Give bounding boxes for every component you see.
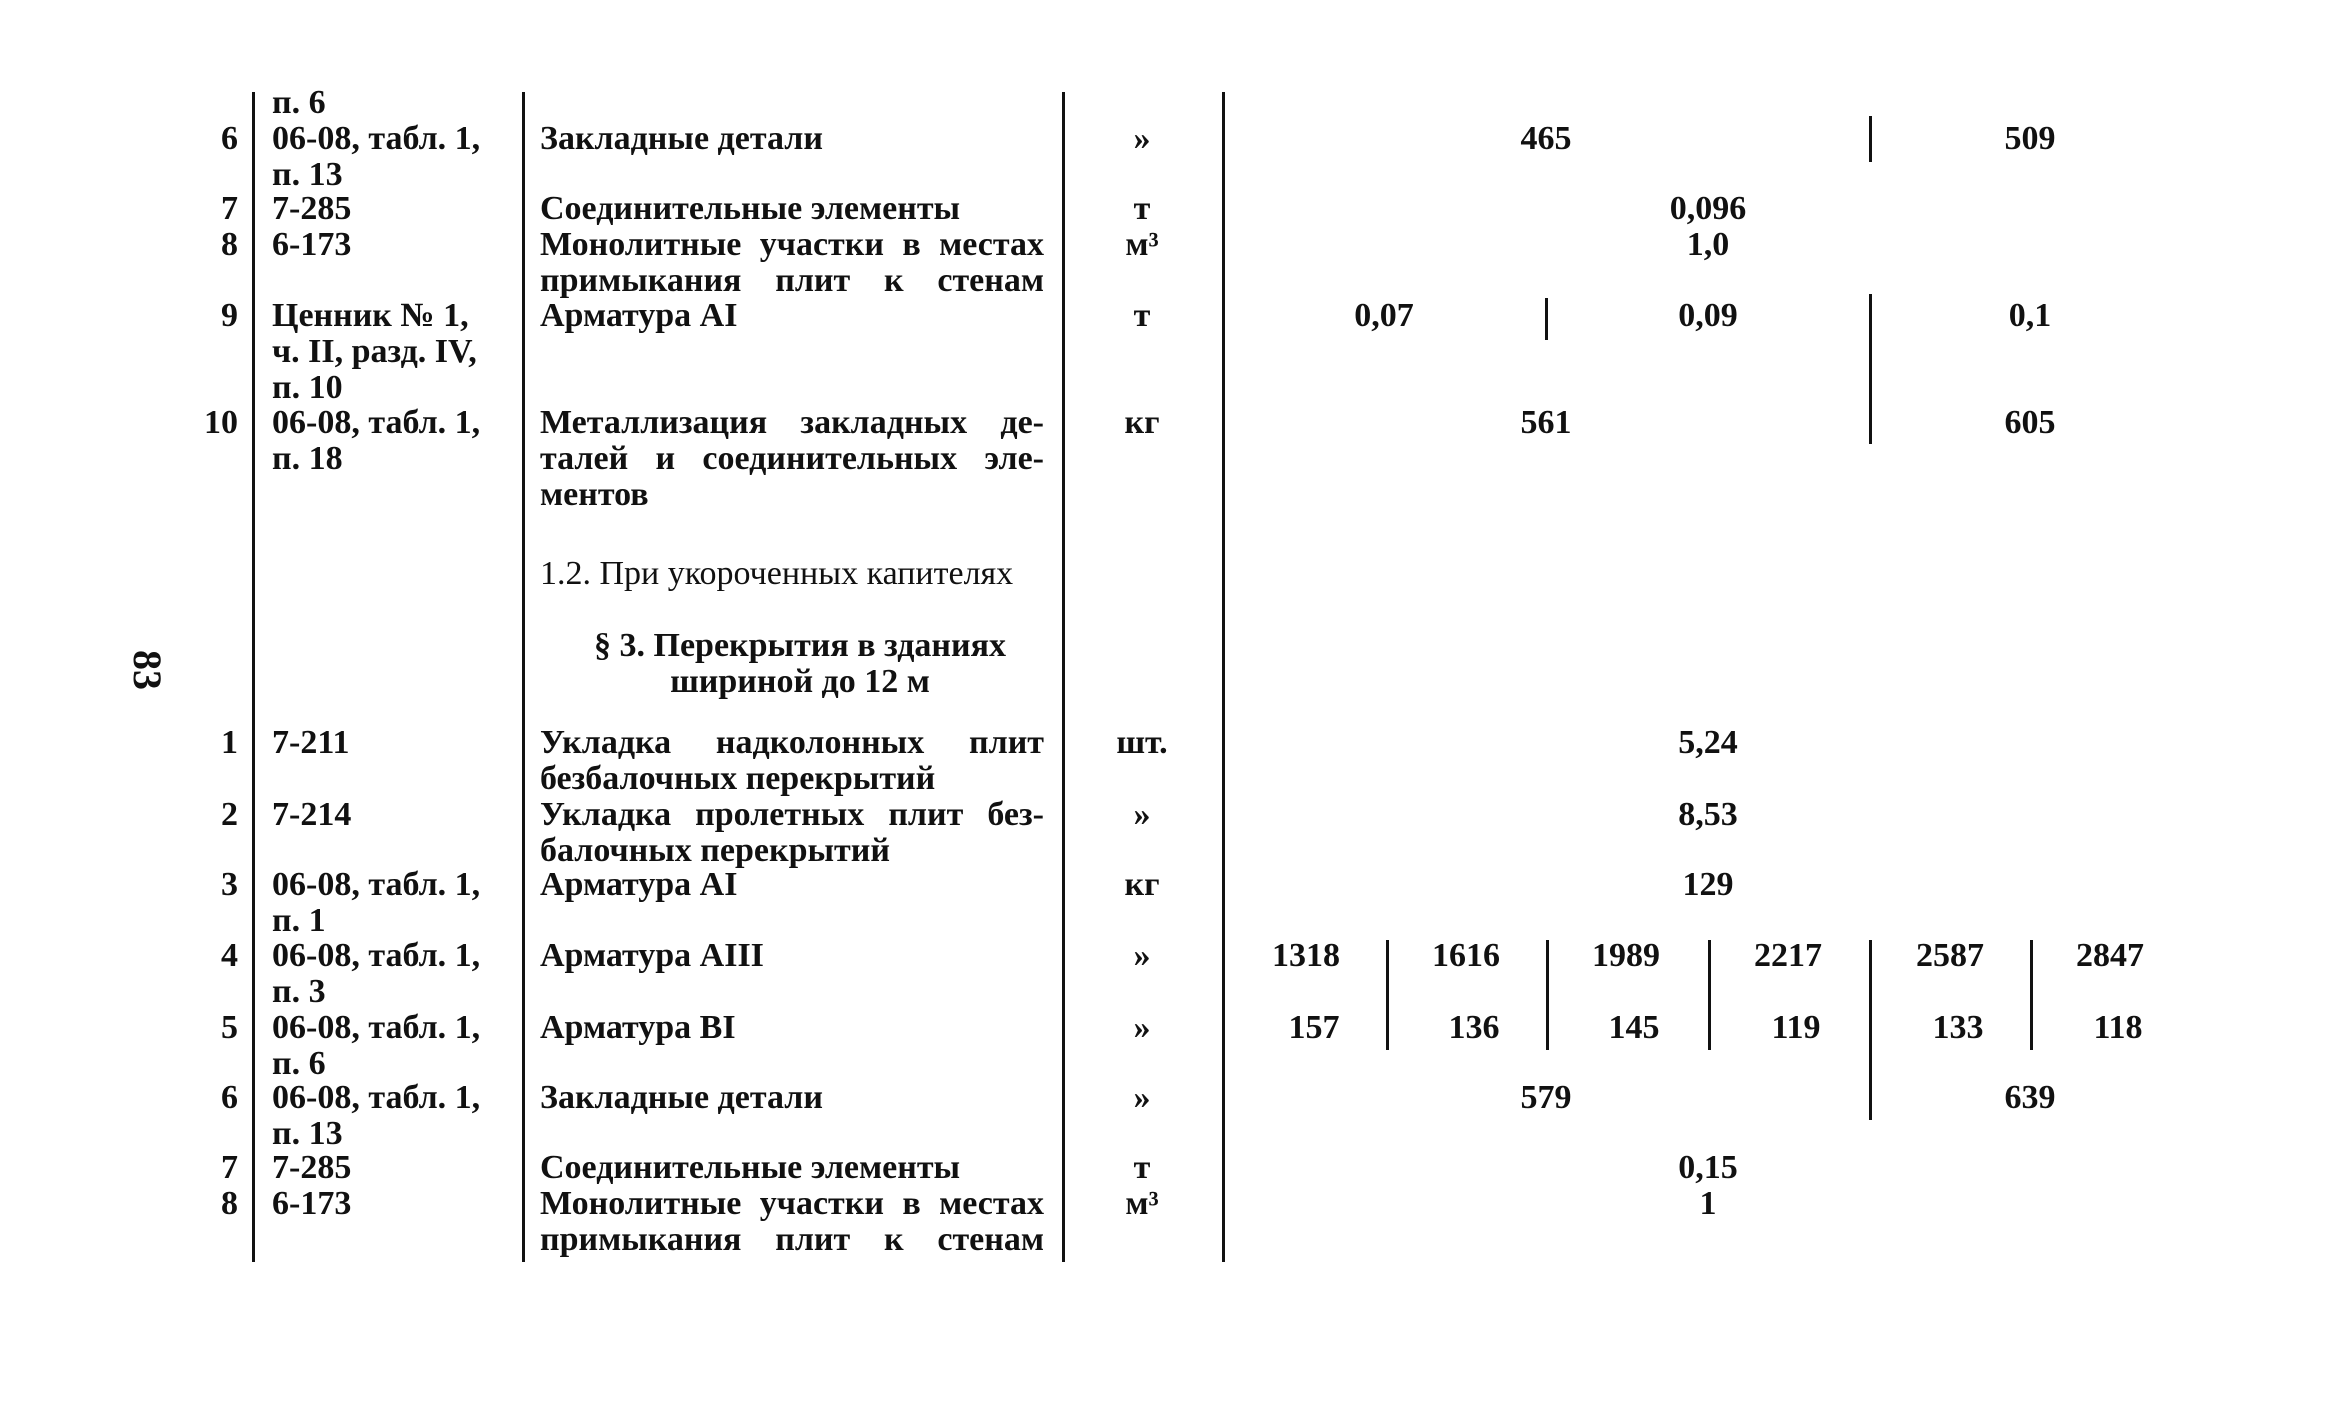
value-separator bbox=[1869, 294, 1872, 444]
row-value: 129 bbox=[1682, 866, 1734, 903]
row-value: 2847 bbox=[2076, 937, 2144, 974]
row-ref: п. 13 bbox=[272, 156, 343, 193]
row-value: 136 bbox=[1448, 1009, 1500, 1046]
row-number: 1 bbox=[221, 724, 238, 761]
row-ref: 06-08, табл. 1, bbox=[272, 937, 481, 974]
row-name: ментов bbox=[540, 476, 649, 513]
section-heading: § 3. Перекрытия в зданиях bbox=[594, 627, 1006, 664]
row-unit: т bbox=[1133, 297, 1151, 334]
row-name: примыкания плит к стенам bbox=[540, 262, 1044, 299]
row-value: 1318 bbox=[1272, 937, 1340, 974]
section-heading: шириной до 12 м bbox=[670, 663, 930, 700]
row-name: Укладка надколонных плит bbox=[540, 724, 1044, 761]
row-number: 3 bbox=[221, 866, 238, 903]
row-ref: п. 1 bbox=[272, 902, 326, 939]
row-name: Соединительные элементы bbox=[540, 190, 961, 227]
value-separator bbox=[1386, 940, 1389, 1050]
row-unit: т bbox=[1133, 190, 1151, 227]
row-ref: п. 18 bbox=[272, 440, 343, 477]
column-rule-ref bbox=[252, 92, 255, 1262]
row-unit: кг bbox=[1124, 404, 1160, 441]
row-name: Монолитные участки в местах bbox=[540, 226, 1044, 263]
row-ref: 7-285 bbox=[272, 1149, 352, 1186]
column-rule-name bbox=[522, 92, 525, 1262]
row-value: 561 bbox=[1520, 404, 1572, 441]
value-separator bbox=[1545, 298, 1548, 340]
row-number: 7 bbox=[221, 190, 238, 227]
row-unit: м³ bbox=[1125, 226, 1159, 263]
row-value: 1 bbox=[1699, 1185, 1717, 1222]
row-ref: ч. II, разд. IV, bbox=[272, 333, 477, 370]
row-value: 145 bbox=[1608, 1009, 1660, 1046]
row-value: 2587 bbox=[1916, 937, 1984, 974]
row-value: 0,096 bbox=[1669, 190, 1747, 227]
row-value: 8,53 bbox=[1678, 796, 1738, 833]
value-separator bbox=[2030, 940, 2033, 1050]
row-number: 6 bbox=[221, 120, 238, 157]
row-ref: п. 3 bbox=[272, 973, 326, 1010]
row-name: Закладные детали bbox=[540, 1079, 823, 1116]
row-ref: п. 6 bbox=[272, 84, 326, 121]
row-value: 1989 bbox=[1592, 937, 1660, 974]
row-name: Арматура AI bbox=[540, 866, 738, 903]
value-separator bbox=[1546, 940, 1549, 1050]
row-value: 0,09 bbox=[1678, 297, 1738, 334]
row-value: 639 bbox=[2004, 1079, 2056, 1116]
row-ref: 06-08, табл. 1, bbox=[272, 120, 481, 157]
row-unit: м³ bbox=[1125, 1185, 1159, 1222]
row-value: 133 bbox=[1932, 1009, 1984, 1046]
value-separator bbox=[1708, 940, 1711, 1050]
row-value: 0,07 bbox=[1354, 297, 1414, 334]
row-value: 1616 bbox=[1432, 937, 1500, 974]
row-number: 7 bbox=[221, 1149, 238, 1186]
row-ref: п. 6 bbox=[272, 1045, 326, 1082]
value-separator bbox=[1869, 116, 1872, 162]
value-separator bbox=[1869, 940, 1872, 1120]
column-rule-values bbox=[1222, 92, 1225, 1262]
row-number: 9 bbox=[221, 297, 238, 334]
row-ref: 06-08, табл. 1, bbox=[272, 404, 481, 441]
row-unit: » bbox=[1133, 796, 1151, 833]
row-value: 465 bbox=[1520, 120, 1572, 157]
row-ref: 7-214 bbox=[272, 796, 352, 833]
row-number: 8 bbox=[221, 226, 238, 263]
row-name: Металлизация закладных де- bbox=[540, 404, 1044, 441]
row-ref: 6-173 bbox=[272, 1185, 352, 1222]
row-name: Арматура BI bbox=[540, 1009, 736, 1046]
row-ref: 06-08, табл. 1, bbox=[272, 1009, 481, 1046]
row-ref: 7-285 bbox=[272, 190, 352, 227]
row-number: 10 bbox=[204, 404, 238, 441]
row-value: 1,0 bbox=[1686, 226, 1730, 263]
subsection-heading: 1.2. При укороченных капителях bbox=[540, 555, 1014, 592]
row-name: Монолитные участки в местах bbox=[540, 1185, 1044, 1222]
row-name: безбалочных перекрытий bbox=[540, 760, 936, 797]
row-value: 509 bbox=[2004, 120, 2056, 157]
row-value: 2217 bbox=[1754, 937, 1822, 974]
row-value: 0,1 bbox=[2008, 297, 2052, 334]
row-name: Укладка пролетных плит без- bbox=[540, 796, 1044, 833]
row-number: 8 bbox=[221, 1185, 238, 1222]
row-unit: т bbox=[1133, 1149, 1151, 1186]
row-ref: 6-173 bbox=[272, 226, 352, 263]
row-name: талей и соединительных эле- bbox=[540, 440, 1044, 477]
row-ref: 7-211 bbox=[272, 724, 350, 761]
row-name: Соединительные элементы bbox=[540, 1149, 961, 1186]
row-ref: Ценник № 1, bbox=[272, 297, 469, 334]
row-unit: » bbox=[1133, 120, 1151, 157]
row-unit: шт. bbox=[1116, 724, 1168, 761]
row-unit: » bbox=[1133, 1079, 1151, 1116]
row-number: 5 bbox=[221, 1009, 238, 1046]
row-name: балочных перекрытий bbox=[540, 832, 890, 869]
row-ref: п. 13 bbox=[272, 1115, 343, 1152]
row-ref: 06-08, табл. 1, bbox=[272, 866, 481, 903]
row-name: примыкания плит к стенам bbox=[540, 1221, 1044, 1258]
row-value: 157 bbox=[1288, 1009, 1340, 1046]
row-value: 579 bbox=[1520, 1079, 1572, 1116]
row-number: 6 bbox=[221, 1079, 238, 1116]
row-name: Закладные детали bbox=[540, 120, 823, 157]
row-name: Арматура AIII bbox=[540, 937, 764, 974]
row-unit: » bbox=[1133, 1009, 1151, 1046]
row-number: 2 bbox=[221, 796, 238, 833]
row-value: 5,24 bbox=[1678, 724, 1738, 761]
row-number: 4 bbox=[221, 937, 238, 974]
row-value: 119 bbox=[1771, 1009, 1821, 1046]
row-value: 0,15 bbox=[1678, 1149, 1738, 1186]
page-number: 83 bbox=[125, 650, 170, 690]
row-unit: » bbox=[1133, 937, 1151, 974]
row-value: 118 bbox=[2093, 1009, 2143, 1046]
row-ref: п. 10 bbox=[272, 369, 343, 406]
row-ref: 06-08, табл. 1, bbox=[272, 1079, 481, 1116]
row-unit: кг bbox=[1124, 866, 1160, 903]
row-name: Арматура AI bbox=[540, 297, 738, 334]
row-value: 605 bbox=[2004, 404, 2056, 441]
column-rule-unit bbox=[1062, 92, 1065, 1262]
